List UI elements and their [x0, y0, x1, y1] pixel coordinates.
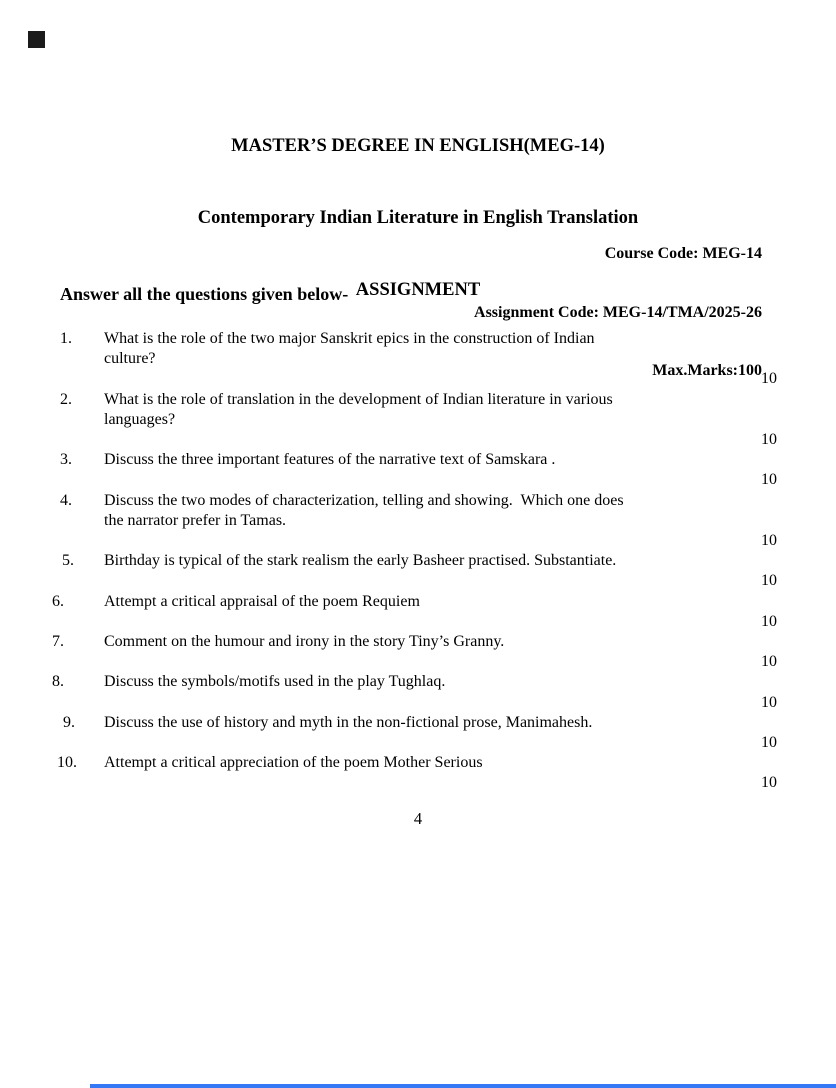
- question-list: [0, 329, 836, 794]
- question-row: [0, 491, 836, 552]
- question-text: [104, 753, 796, 773]
- bottom-accent-line: [90, 1084, 836, 1088]
- instruction-text: Answer all the questions given below-: [60, 284, 349, 304]
- question-number: 8.: [52, 673, 64, 691]
- question-marks-value: 10: [761, 370, 777, 388]
- question-marks-value: 10: [761, 612, 777, 630]
- question-row: [0, 329, 836, 390]
- question-text: [104, 329, 796, 369]
- question-marks-value: 10: [761, 431, 777, 449]
- question-row: [0, 592, 836, 632]
- question-text-line: Birthday is typical of the stark realism the early Basheer practised. Substantiate.: [104, 552, 617, 570]
- question-number: 1.: [60, 330, 72, 347]
- course-code: Course Code: MEG-14: [604, 245, 762, 262]
- question-row: [0, 450, 836, 490]
- question-marks-value: 10: [761, 774, 777, 792]
- assignment-heading: ASSIGNMENT: [355, 280, 481, 300]
- question-text: [104, 713, 796, 733]
- question-row: [0, 551, 836, 591]
- question-row: [0, 632, 836, 672]
- question-number: 10.: [57, 754, 77, 772]
- assignment-code: Assignment Code: MEG-14/TMA/2025-26: [474, 303, 762, 321]
- question-row: [0, 753, 836, 793]
- question-row: [0, 390, 836, 451]
- question-number: 4.: [60, 491, 72, 509]
- question-text-line: languages?: [104, 410, 176, 428]
- question-text-line: Comment on the humour and irony in the story Tiny’s Granny.: [104, 633, 505, 651]
- question-text-line: Discuss the symbols/motifs used in the play Tughlaq.: [104, 673, 446, 691]
- question-number: 3.: [60, 451, 72, 469]
- question-text-line: Discuss the use of history and myth in the non-fictional prose, Manimahesh.: [104, 713, 593, 731]
- degree-title: MASTER’S DEGREE IN ENGLISH(MEG-14): [231, 136, 605, 156]
- question-text-line: Discuss the three important features of the narrative text of Samskara .: [104, 451, 556, 469]
- question-text: [104, 632, 796, 652]
- question-marks-value: 10: [761, 693, 777, 711]
- question-text: [104, 592, 796, 612]
- question-text-line: Attempt a critical appreciation of the poem Mother Serious: [104, 754, 483, 772]
- question-row: [0, 672, 836, 712]
- question-marks-value: 10: [761, 653, 777, 671]
- question-number: 9.: [63, 713, 75, 731]
- course-title: Contemporary Indian Literature in English Translation: [197, 208, 639, 228]
- question-text: [104, 672, 796, 692]
- question-marks-value: 10: [761, 734, 777, 752]
- max-marks: Max.Marks:100: [652, 362, 762, 379]
- page-number: 4: [413, 809, 423, 828]
- question-number: 7.: [52, 633, 64, 651]
- question-number: 2.: [60, 390, 72, 408]
- question-text-line: Discuss the two modes of characterization, telling and showing. Which one does: [104, 491, 624, 509]
- question-text: [104, 390, 796, 430]
- question-text-line: What is the role of translation in the development of Indian literature in various: [104, 390, 613, 408]
- question-text: [104, 450, 796, 470]
- question-marks-value: 10: [761, 471, 777, 489]
- question-text: [104, 551, 796, 571]
- question-text: [104, 491, 796, 531]
- scan-artifact-square: [28, 31, 45, 48]
- question-text-line: culture?: [104, 350, 156, 368]
- question-text-line: What is the role of the two major Sanskrit epics in the construction of Indian: [104, 330, 595, 347]
- question-row: [0, 713, 836, 753]
- question-text-line: Attempt a critical appraisal of the poem Requiem: [104, 592, 420, 610]
- question-text-line: the narrator prefer in Tamas.: [104, 511, 287, 529]
- question-number: 5.: [62, 552, 74, 570]
- question-number: 6.: [52, 592, 64, 610]
- question-marks-value: 10: [761, 532, 777, 550]
- question-marks-value: 10: [761, 572, 777, 590]
